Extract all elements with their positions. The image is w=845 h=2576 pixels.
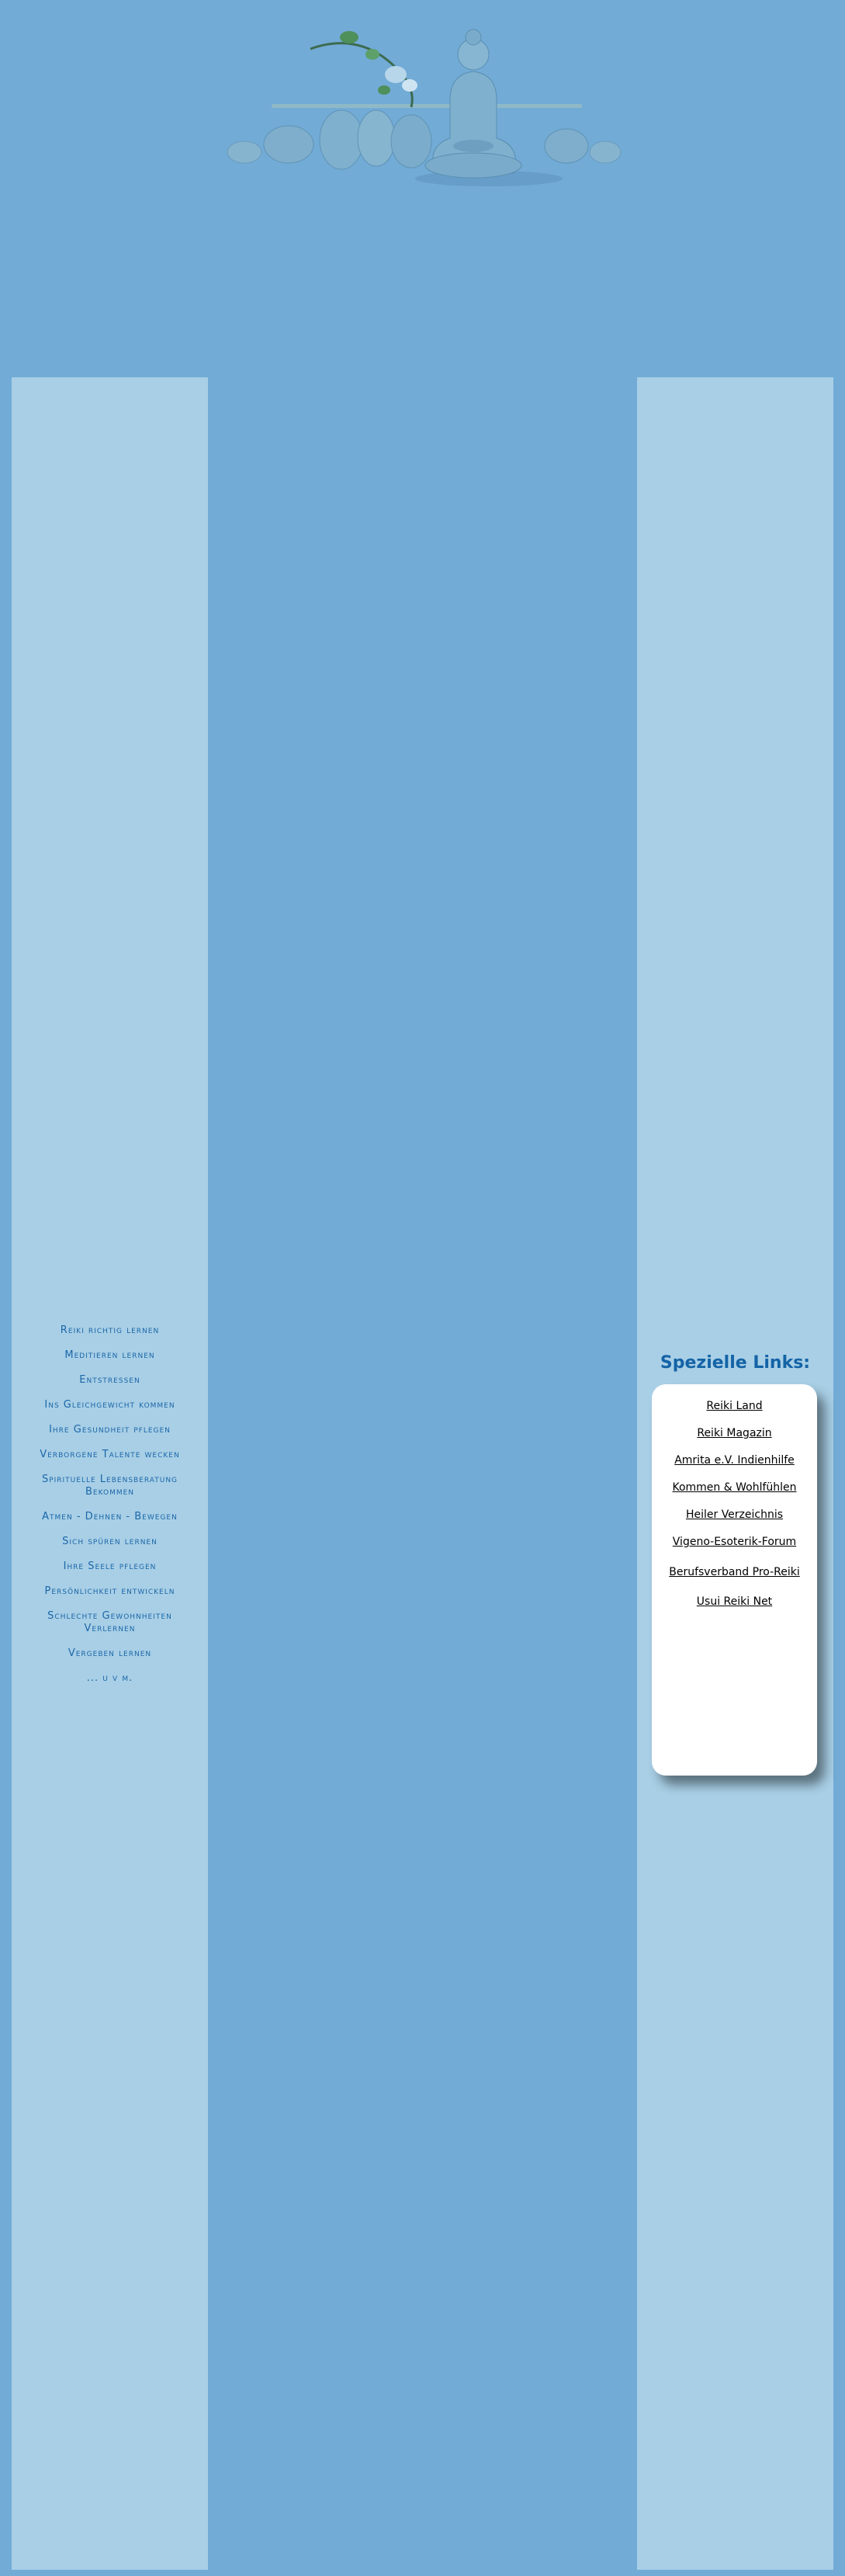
menu-item[interactable]: Verborgene Talente wecken (40, 1449, 180, 1460)
link-usui-reiki-net[interactable]: Usui Reiki Net (696, 1595, 773, 1608)
menu-item[interactable]: Sich spüren lernen (62, 1536, 158, 1547)
link-pro-reiki[interactable]: Berufsverband Pro-Reiki (669, 1566, 800, 1578)
menu-item[interactable]: Ihre Seele pflegen (63, 1561, 157, 1572)
menu-item[interactable]: Schlechte Gewohnheiten Verlernen (47, 1610, 172, 1634)
link-vigeno-forum[interactable]: Vigeno-Esoterik-Forum (672, 1536, 797, 1548)
link-amrita[interactable]: Amrita e.V. Indienhilfe (674, 1454, 795, 1467)
menu-list (12, 1324, 208, 1697)
link-reiki-land[interactable]: Reiki Land (706, 1400, 763, 1412)
link-kommen-wohlfuehlen[interactable]: Kommen & Wohlfühlen (672, 1481, 797, 1494)
menu-item[interactable]: Vergeben lernen (68, 1647, 152, 1659)
link-heiler-verzeichnis[interactable]: Heiler Verzeichnis (685, 1508, 784, 1521)
buddha-stones-banner (217, 14, 629, 193)
menu-item[interactable]: Entstressen (79, 1374, 140, 1386)
menu-item[interactable]: Persönlichkeit entwickeln (44, 1585, 175, 1597)
special-links-box (652, 1384, 817, 1776)
special-links-title: Spezielle Links: (660, 1353, 811, 1373)
menu-item[interactable]: Ins Gleichgewicht kommen (44, 1399, 175, 1411)
link-reiki-magazin[interactable]: Reiki Magazin (697, 1427, 772, 1439)
menu-item[interactable]: Reiki richtig lernen (60, 1324, 160, 1336)
header (0, 0, 845, 377)
right-sidebar (637, 377, 833, 2570)
menu-item[interactable]: Ihre Gesundheit pflegen (49, 1424, 171, 1436)
left-sidebar (12, 377, 208, 2570)
menu-item[interactable]: Spirituelle Lebensberatung Bekommen (41, 1474, 178, 1498)
menu-item[interactable]: ... u v m. (86, 1672, 133, 1684)
menu-item[interactable]: Meditieren lernen (64, 1349, 155, 1361)
menu-item[interactable]: Atmen - Dehnen - Bewegen (42, 1511, 178, 1522)
